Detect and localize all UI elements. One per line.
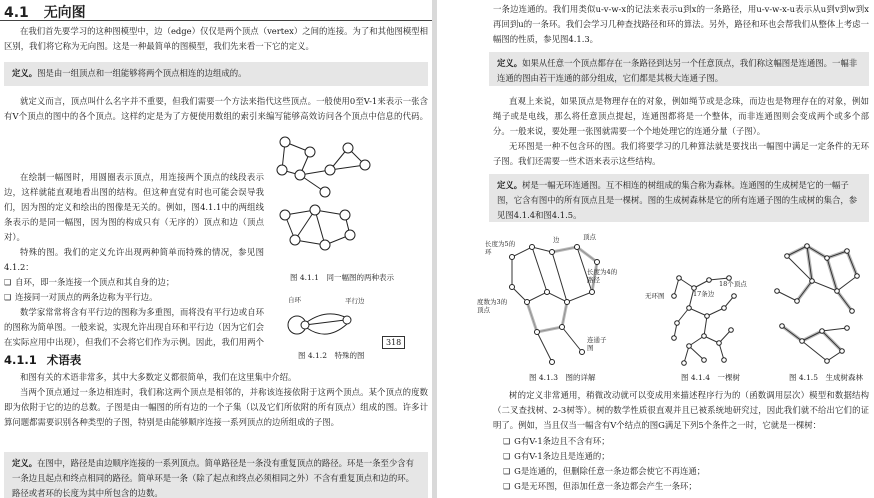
figure-spanning-forest bbox=[767, 236, 867, 366]
label-vertex: 顶点 bbox=[583, 233, 596, 241]
tree-conditions-list bbox=[503, 434, 869, 494]
paragraph-special-graphs: 特殊的图。我们的定义允许出现两种简单而特殊的情况，参见图4.1.2： bbox=[4, 247, 264, 272]
list-item: ❑ 自环，即一条连接一个顶点和其自身的边； bbox=[4, 275, 264, 290]
definition-label: 定义。 bbox=[12, 68, 38, 78]
subsection-number: 4.1.1 bbox=[4, 353, 37, 367]
paragraph-acyclic: 无环图是一种不包含环的图。我们将要学习的几种算法就是要找出一幅图中满足一定条件的无环子图。我们还需要一些术语来表示这些结构。 bbox=[493, 141, 869, 166]
page-number: 318 bbox=[382, 336, 405, 349]
intro-paragraph: 在我们首先要学习的这种图模型中，边（edge）仅仅是两个顶点（vertex）之间的连接。为了和其他图模型相区别，我们将它称为无向图。这是一种最简单的图模型，我们先来看一下它的定义。 bbox=[4, 26, 428, 51]
left-page bbox=[0, 0, 432, 498]
section-heading bbox=[4, 2, 86, 22]
label-edge-count: 17条边 bbox=[693, 290, 715, 298]
label-path-length: 长度为4的路径 bbox=[587, 268, 618, 284]
right-page bbox=[437, 0, 874, 498]
figure-caption-4-1-5: 图 4.1.5 生成树森林 bbox=[789, 373, 863, 382]
label-acyclic: 无环图 bbox=[645, 292, 665, 300]
label-self-loop: 自环 bbox=[288, 296, 301, 304]
list-item: ❑ 连接同一对顶点的两条边称为平行边。 bbox=[4, 290, 264, 305]
definition-text: 在图中，路径是由边顺序连接的一系列顶点。简单路径是一条没有重复顶点的路径。环是一条至少含有一条边且起点和终点相同的路径。简单环是一条（除了起点和终点必须相同之外）不含有重复顶点和边的环。路径或者环的长度为其中所包含的边数。 bbox=[12, 458, 414, 498]
definition-box-path bbox=[4, 452, 428, 498]
definition-label: 定义。 bbox=[12, 458, 38, 468]
paragraph-drawing: 在绘制一幅图时，用圆圈表示顶点，用连接两个顶点的线段表示边，这样就能直观地看出图的结构。但这种直觉有时也可能会误导我们，因为图的定义和绘出的图像是无关的。例如，图4.1.1中的两组线条表示的是同一幅图，因为图的构成只有（无序的）顶点和边（顶点对）。 bbox=[4, 172, 264, 242]
figure-special-graphs bbox=[285, 300, 375, 345]
definition-text: 如果从任意一个顶点都存在一条路径到达另一个任意顶点，我们称这幅图是连通图。一幅非连通的图由若干连通的部分组成，它们都是其极大连通子图。 bbox=[497, 58, 858, 83]
section-number: 4.1 bbox=[4, 5, 29, 21]
paragraph-vertex-naming-cont bbox=[4, 124, 264, 169]
figure-caption-4-1-1: 图 4.1.1 同一幅图的两种表示 bbox=[290, 273, 394, 282]
list-item: ❑ G是连通的，但删除任意一条边都会使它不再连通； bbox=[503, 464, 869, 479]
definition-text: 树是一幅无环连通图。互不相连的树组成的集合称为森林。连通图的生成树是它的一幅子图，它含有图中的所有顶点且是一棵树。图的生成树森林是它的所有连通子图的生成树的集合，参见图4.1.4和图4.1.5。 bbox=[497, 180, 858, 220]
definition-box-connected bbox=[489, 52, 869, 86]
definition-label: 定义。 bbox=[497, 180, 523, 190]
paragraph-physical-intuition: 直观上来说，如果顶点是物理存在的对象，例如绳节或是念珠，而边也是物理存在的对象，例如绳子或是电线，那么将任意顶点提起，连通图都将是一个整体，而非连通图则会变成两个或多个部分。一般来说，要处理一张图就需要一个个地处理它的连通分量（子图）。 bbox=[493, 96, 869, 136]
label-vertex-count: 18个顶点 bbox=[719, 280, 747, 288]
list-item: ❑ G是无环图，但添加任意一条边都会产生一条环； bbox=[503, 479, 869, 494]
label-edge: 边 bbox=[553, 236, 560, 244]
label-degree: 度数为3的顶点 bbox=[477, 298, 508, 314]
paragraph-path-notation: 一条边连通的。我们用类似u-v-w-x的记法来表示u到x的一条路径，用u-v-w-x-u表示从u到v到w到x再回到u的一条环。我们会学习几种查找路径和环的算法。另外，路径和环也会帮我们从整体上考虑一幅图的性质，参见图4.1.3。 bbox=[493, 4, 869, 44]
subsection-heading bbox=[4, 352, 81, 368]
paragraph-vertex-naming: 就定义而言，顶点叫什么名字并不重要，但我们需要一个方法来指代这些顶点。一般使用0至V-1来表示一张含有V个顶点的图中的各个顶点。这样约定是为了方便使用数组的索引来编写能够高效访问各个顶点中信息的代码。 bbox=[4, 96, 428, 121]
list-item: ❑ G有V-1条边且不含有环； bbox=[503, 434, 869, 449]
heading-rule bbox=[0, 20, 432, 21]
figure-same-graph bbox=[270, 130, 390, 270]
list-item: ❑ G有V-1条边且是连通的； bbox=[503, 449, 869, 464]
figure-caption-4-1-2: 图 4.1.2 特殊的图 bbox=[298, 351, 365, 360]
definition-text: 图是由一组顶点和一组能够将两个顶点相连的边组成的。 bbox=[37, 68, 247, 78]
paragraph-terminology: 和图有关的术语非常多，其中大多数定义都很简单，我们在这里集中介绍。 bbox=[20, 372, 297, 382]
definition-box-graph bbox=[4, 62, 428, 86]
definition-box-tree bbox=[489, 174, 869, 222]
label-cycle-length: 长度为5的环 bbox=[485, 240, 516, 256]
section-title: 无向图 bbox=[43, 5, 86, 21]
label-parallel-edges: 平行边 bbox=[345, 297, 365, 305]
paragraph-tree-definition: 树的定义非常通用，稍微改动就可以变成用来描述程序行为的（函数调用层次）模型和数据结构（二叉查找树、2-3树等）。树的数学性质很直观并且已被系统地研究过，因此我们就不给出它们的证明了。例如，当且仅当一幅含有V个结点的图G满足下列5个条件之一时，它就是一棵树： bbox=[493, 390, 869, 430]
subsection-title: 术语表 bbox=[46, 353, 82, 367]
figure-caption-4-1-3: 图 4.1.3 图的详解 bbox=[529, 373, 596, 382]
special-graph-list bbox=[4, 275, 264, 305]
figure-caption-4-1-4: 图 4.1.4 一棵树 bbox=[681, 373, 740, 382]
definition-label: 定义。 bbox=[497, 58, 523, 68]
paragraph-multigraph: 数学家常常将含有平行边的图称为多重图，而将没有平行边或自环的图称为简单图。一般来说，实现允许出现自环和平行边（因为它们会在实际应用中出现），但我们不会将它们作为示例。因此，我们用两个 bbox=[4, 307, 264, 347]
label-connected-subgraph: 连通子图 bbox=[587, 336, 607, 352]
paragraph-adjacency: 当两个顶点通过一条边相连时，我们称这两个顶点是相邻的，并称该连接依附于这两个顶点。某个顶点的度数即为依附于它的边的总数。子图是由一幅图的所有边的一个子集（以及它们所依附的所有顶点）组成的图。许多计算问题都需要识别各种类型的子图，特别是由能够顺序连接一系列顶点的边所组成的子图。 bbox=[4, 387, 428, 427]
